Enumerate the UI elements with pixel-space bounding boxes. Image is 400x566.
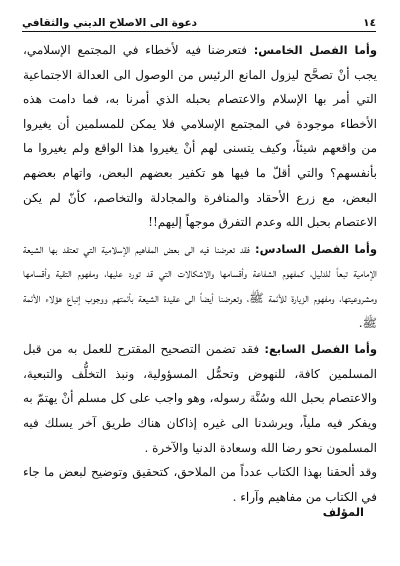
paragraph-body: فتعرضنا فيه لأخطاء في المجتمع الإسلامي، يجب أنْ تصحَّح ليزول المانع الرئيس من الوصول الى العدالة الاجتماعية التي أمر بها الإسلام والاعتصام بحبله الذي أمرنا به، فما دامت هذه الأخطاء موجودة في المجتمع الإسلامي فلا يمكن للمسلمين أن يغيروا من واقعهم شيئاً، وكيف يتسنى لهم أنْ يغيروا هذا الواقع ولم يغيروا ما بأنفسهم؟ والتي أقلّ ما فيها هو تكفير بعضهم البعض، واتهام بعضهم البعض، مع زرع الأحقاد والمنافرة والمجادلة والتخاصم، كأنّ لم يكن الاعتصام بحبل الله وعدم التفرق موجهاً إليهم!! (23, 43, 377, 230)
author-signature: المؤلف (322, 505, 364, 519)
paragraph-heading: وأما الفصل السابع: (264, 342, 377, 357)
paragraph-body: وقد ألحقنا بهذا الكتاب عدداً من الملاحق، كتحقيق وتوضيح لبعض ما جاء في الكتاب من مفاهيم وآراء . (23, 465, 377, 504)
running-header (22, 8, 376, 28)
header-divider (22, 31, 376, 32)
body-text (23, 38, 377, 509)
paragraph-chapter-five (23, 38, 377, 235)
paragraph-heading: وأما الفصل السادس: (254, 241, 377, 256)
paragraph-chapter-seven (23, 337, 377, 460)
paragraph-appendices (23, 460, 377, 509)
paragraph-body: فقد تضمن التصحيح المقترح للعمل به من قبل المسلمين كافة، للنهوض وتحمُّل المسؤولية، ونبذ التخلُّف والتبعية، والاعتصام بحبل الله وسُنَّة رسوله، وهو واجب على كل مسلم أنْ يهتمّ به ويفكر فيه ملياً، ويرشدنا الى غيره إذاكان هناك طريق آخر يسلك فيه المسلمون نحو رضا الله وسعادة الدنيا والآخرة . (23, 342, 377, 455)
paragraph-heading: وأما الفصل الخامس: (253, 43, 377, 57)
running-title: دعوة الى الاصلاح الديني والثقافي (22, 16, 198, 29)
paragraph-body: فقد تعرضنا فيه الى بعض المفاهيم الإسلامية التي تعتقد بها الشيعة الإمامية تبعاً للدليل، كمفهوم الشفاعة وأقسامها والاشكالات التي قد تورد عليها، ومفهوم التقية وأقسامها ومشروعيتها، ومفهوم الزيارة للأئمة ﷺ، وتعرضنا أيضاً الى عقيدة الشيعة بأئمتهم ووجوب إتباع هؤلاء الأئمة ﷺ. (23, 241, 377, 330)
paragraph-chapter-six (23, 237, 377, 335)
page-number: ١٤ (363, 16, 376, 29)
